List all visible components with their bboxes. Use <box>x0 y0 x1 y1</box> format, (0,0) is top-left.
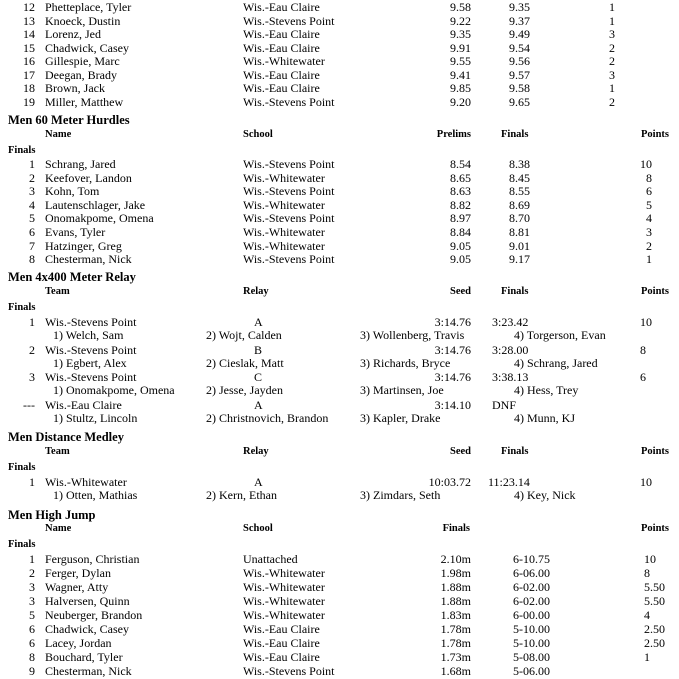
athlete-name: Knoeck, Dustin <box>45 13 121 28</box>
runner-2: 2) Cieslak, Matt <box>206 355 284 370</box>
header-points: Points <box>640 286 669 297</box>
runner-4: 4) Munn, KJ <box>514 410 576 425</box>
athlete-name: Neuberger, Brandon <box>45 608 143 622</box>
result-row <box>0 664 679 678</box>
header-points: Points <box>640 523 669 534</box>
event-title-text: Men 4x400 Meter Relay <box>8 270 136 284</box>
mark-metric: 1.73m <box>440 650 471 664</box>
mark-imperial: 6-00.00 <box>513 608 550 622</box>
points: 10 <box>640 157 652 171</box>
finals-time: 3:38.13 <box>492 370 529 384</box>
runner-3: 3) Martinsen, Joe <box>360 383 444 397</box>
mark-metric: 1.88m <box>440 580 471 594</box>
header-relay: Relay <box>243 446 269 457</box>
place: --- <box>23 397 35 412</box>
place: 1 <box>29 157 35 171</box>
school: Wis.-Eau Claire <box>243 650 320 664</box>
athlete-name: Brown, Jack <box>45 81 105 95</box>
header-name: Name <box>45 523 72 534</box>
athlete-name: Chesterman, Nick <box>45 664 132 678</box>
event-title-text: Men Distance Medley <box>8 430 124 444</box>
column-headers <box>0 522 679 536</box>
place: 9 <box>29 664 35 678</box>
header-school: School <box>243 129 273 140</box>
event-title-text: Men 60 Meter Hurdles <box>8 113 130 127</box>
prelims-time: 8.54 <box>450 157 471 171</box>
result-row <box>0 68 679 82</box>
athlete-name: Ferguson, Christian <box>45 552 140 566</box>
runner-2: 2) Christnovich, Brandon <box>206 410 329 425</box>
place: 13 <box>23 13 35 28</box>
header-prelims: Prelims <box>436 129 471 140</box>
relay-team-row <box>0 475 679 489</box>
mark-metric: 1.68m <box>440 664 471 678</box>
place: 2 <box>29 566 35 580</box>
points: 4 <box>644 608 650 622</box>
prelims-time: 9.58 <box>450 0 471 14</box>
school: Wis.-Eau Claire <box>243 40 320 55</box>
relay-team-row <box>0 398 679 412</box>
mark-imperial: 6-02.00 <box>513 594 550 608</box>
school: Wis.-Eau Claire <box>243 0 320 14</box>
runner-2: 2) Jesse, Jayden <box>206 383 283 397</box>
school: Wis.-Stevens Point <box>243 157 335 171</box>
runner-3: 3) Zimdars, Seth <box>360 488 441 502</box>
mark-imperial: 5-10.00 <box>513 636 550 650</box>
header-team: Team <box>45 446 70 457</box>
finals-time: 9.35 <box>509 0 530 14</box>
finals-time: DNF <box>492 397 517 412</box>
place: 4 <box>29 197 35 212</box>
place: 3 <box>29 594 35 608</box>
relay-letter: A <box>254 397 263 412</box>
athlete-name: Kohn, Tom <box>45 184 100 199</box>
prelims-time: 9.55 <box>450 54 471 68</box>
finals-time: 11:23.14 <box>488 475 530 489</box>
heat: 3 <box>609 27 615 41</box>
runner-1: 1) Welch, Sam <box>53 328 124 342</box>
relay-letter: A <box>254 315 263 329</box>
result-row <box>0 580 679 594</box>
result-row <box>0 0 679 14</box>
athlete-name: Lautenschlager, Jake <box>45 197 146 212</box>
prelims-time: 8.82 <box>450 197 471 212</box>
relay-members-row <box>0 328 679 342</box>
place: 2 <box>29 342 35 357</box>
place: 18 <box>23 81 35 95</box>
column-headers <box>0 445 679 459</box>
mark-metric: 1.88m <box>440 594 471 608</box>
finals-time: 9.57 <box>509 67 530 82</box>
finals-time: 9.49 <box>509 27 530 41</box>
place: 1 <box>29 315 35 329</box>
mark-imperial: 5-06.00 <box>513 664 550 678</box>
runner-3: 3) Kapler, Drake <box>360 410 441 425</box>
school: Wis.-Whitewater <box>243 225 325 239</box>
school: Wis.-Whitewater <box>243 54 325 68</box>
finals-time: 9.58 <box>509 81 530 95</box>
athlete-name: Miller, Matthew <box>45 94 124 109</box>
result-row <box>0 552 679 566</box>
points: 8 <box>640 342 646 357</box>
finals-time: 9.01 <box>509 238 530 253</box>
place: 5 <box>29 211 35 226</box>
header-relay: Relay <box>243 286 269 297</box>
school: Wis.-Whitewater <box>243 566 325 580</box>
prelims-time: 9.41 <box>450 67 471 82</box>
relay-team-row <box>0 370 679 384</box>
place: 8 <box>29 252 35 267</box>
heat: 1 <box>609 13 615 28</box>
event-title <box>0 508 679 522</box>
result-row <box>0 184 679 198</box>
school: Wis.-Stevens Point <box>243 13 335 28</box>
result-row <box>0 239 679 253</box>
athlete-name: Keefover, Landon <box>45 170 132 185</box>
event-title <box>0 270 679 284</box>
finals-time: 9.65 <box>509 94 530 109</box>
mark-imperial: 6-06.00 <box>513 566 550 580</box>
points: 1 <box>646 252 652 267</box>
seed-time: 3:14.76 <box>434 370 471 384</box>
runner-3: 3) Richards, Bryce <box>360 355 451 370</box>
finals-time: 8.69 <box>509 197 530 212</box>
runner-3: 3) Wollenberg, Travis <box>360 328 465 342</box>
points: 8 <box>646 170 652 185</box>
heat: 1 <box>609 0 615 14</box>
points: 8 <box>644 566 650 580</box>
result-row <box>0 41 679 55</box>
heat: 2 <box>609 94 615 109</box>
finals-label-text: Finals <box>8 302 36 313</box>
athlete-name: Gillespie, Marc <box>45 54 120 68</box>
runner-1: 1) Otten, Mathias <box>53 488 138 502</box>
place: 1 <box>29 475 35 489</box>
prelims-time: 8.84 <box>450 225 471 239</box>
school: Unattached <box>243 552 298 566</box>
header-points: Points <box>640 129 669 140</box>
column-headers <box>0 128 679 142</box>
result-row <box>0 81 679 95</box>
relay-members-row <box>0 356 679 370</box>
finals-time: 8.81 <box>509 225 530 239</box>
header-school: School <box>243 523 273 534</box>
points: 2.50 <box>644 622 665 636</box>
athlete-name: Chadwick, Casey <box>45 40 129 55</box>
seed-time: 3:14.76 <box>434 342 471 357</box>
header-finals: Finals <box>501 129 529 140</box>
school: Wis.-Whitewater <box>243 608 325 622</box>
school: Wis.-Eau Claire <box>243 636 320 650</box>
result-row <box>0 211 679 225</box>
place: 5 <box>29 608 35 622</box>
mark-metric: 1.78m <box>440 622 471 636</box>
result-row <box>0 636 679 650</box>
result-row <box>0 594 679 608</box>
athlete-name: Lacey, Jordan <box>45 636 112 650</box>
heat: 2 <box>609 54 615 68</box>
seed-time: 10:03.72 <box>428 475 471 489</box>
school: Wis.-Stevens Point <box>243 252 335 267</box>
column-headers <box>0 285 679 299</box>
result-row <box>0 95 679 109</box>
place: 6 <box>29 225 35 239</box>
mark-metric: 1.83m <box>440 608 471 622</box>
finals-time: 3:28.00 <box>492 342 529 357</box>
athlete-name: Hatzinger, Greg <box>45 238 122 253</box>
athlete-name: Schrang, Jared <box>45 157 116 171</box>
place: 3 <box>29 370 35 384</box>
mark-imperial: 5-10.00 <box>513 622 550 636</box>
athlete-name: Chesterman, Nick <box>45 252 132 267</box>
school: Wis.-Whitewater <box>243 594 325 608</box>
place: 6 <box>29 636 35 650</box>
place: 14 <box>23 27 35 41</box>
place: 3 <box>29 580 35 594</box>
points: 5.50 <box>644 580 665 594</box>
points: 10 <box>640 315 652 329</box>
mark-metric: 1.78m <box>440 636 471 650</box>
seed-time: 3:14.10 <box>434 397 471 412</box>
event-title <box>0 113 679 127</box>
school: Wis.-Eau Claire <box>243 67 320 82</box>
points: 10 <box>640 475 652 489</box>
points: 4 <box>646 211 652 226</box>
finals-time: 8.38 <box>509 157 530 171</box>
prelims-time: 9.35 <box>450 27 471 41</box>
relay-members-row <box>0 383 679 397</box>
finals-label-text: Finals <box>8 539 36 550</box>
result-row <box>0 157 679 171</box>
prelims-time: 9.05 <box>450 252 471 267</box>
points: 3 <box>646 225 652 239</box>
points: 2.50 <box>644 636 665 650</box>
place: 16 <box>23 54 35 68</box>
place: 6 <box>29 622 35 636</box>
runner-1: 1) Egbert, Alex <box>53 355 127 370</box>
finals-label <box>0 461 679 475</box>
school: Wis.-Whitewater <box>243 197 325 212</box>
school: Wis.-Eau Claire <box>243 622 320 636</box>
place: 12 <box>23 0 35 14</box>
finals-label <box>0 538 679 552</box>
mark-imperial: 6-10.75 <box>513 552 550 566</box>
school: Wis.-Stevens Point <box>243 94 335 109</box>
points: 1 <box>644 650 650 664</box>
place: 7 <box>29 238 35 253</box>
relay-letter: C <box>254 370 263 384</box>
school: Wis.-Stevens Point <box>243 664 335 678</box>
header-team: Team <box>45 286 70 297</box>
finals-time: 3:23.42 <box>492 315 529 329</box>
header-finals: Finals <box>501 446 529 457</box>
finals-label <box>0 144 679 158</box>
finals-time: 9.37 <box>509 13 530 28</box>
prelims-time: 9.05 <box>450 238 471 253</box>
place: 3 <box>29 184 35 199</box>
athlete-name: Wagner, Atty <box>45 580 109 594</box>
place: 17 <box>23 67 35 82</box>
finals-label-text: Finals <box>8 145 36 156</box>
header-finals: Finals <box>501 286 529 297</box>
result-row <box>0 198 679 212</box>
runner-1: 1) Onomakpome, Omena <box>53 383 175 397</box>
result-row <box>0 252 679 266</box>
points: 6 <box>646 184 652 199</box>
heat: 2 <box>609 40 615 55</box>
runner-4: 4) Torgerson, Evan <box>514 328 606 342</box>
event-title <box>0 430 679 444</box>
place: 19 <box>23 94 35 109</box>
finals-time: 9.56 <box>509 54 530 68</box>
finals-time: 8.45 <box>509 170 530 185</box>
prelims-time: 9.85 <box>450 81 471 95</box>
relay-team-row <box>0 315 679 329</box>
relay-letter: A <box>254 475 263 489</box>
event-title-text: Men High Jump <box>8 508 96 522</box>
athlete-name: Deegan, Brady <box>45 67 117 82</box>
prelims-time: 8.97 <box>450 211 471 226</box>
athlete-name: Evans, Tyler <box>45 225 106 239</box>
header-seed: Seed <box>450 286 471 297</box>
points: 5 <box>646 197 652 212</box>
finals-time: 9.17 <box>509 252 530 267</box>
relay-team-row <box>0 343 679 357</box>
result-row <box>0 54 679 68</box>
athlete-name: Lorenz, Jed <box>45 27 101 41</box>
school: Wis.-Stevens Point <box>243 211 335 226</box>
athlete-name: Phetteplace, Tyler <box>45 0 132 14</box>
finals-label-text: Finals <box>8 462 36 473</box>
finals-label <box>0 301 679 315</box>
relay-members-row <box>0 488 679 502</box>
runner-4: 4) Hess, Trey <box>514 383 579 397</box>
school: Wis.-Eau Claire <box>243 27 320 41</box>
prelims-time: 9.91 <box>450 40 471 55</box>
school: Wis.-Eau Claire <box>243 81 320 95</box>
place: 8 <box>29 650 35 664</box>
header-seed: Seed <box>450 446 471 457</box>
points: 6 <box>640 370 646 384</box>
result-row <box>0 225 679 239</box>
athlete-name: Bouchard, Tyler <box>45 650 123 664</box>
prelims-time: 8.63 <box>450 184 471 199</box>
school: Wis.-Whitewater <box>243 238 325 253</box>
prelims-time: 8.65 <box>450 170 471 185</box>
points: 5.50 <box>644 594 665 608</box>
result-row <box>0 608 679 622</box>
prelims-time: 9.20 <box>450 94 471 109</box>
result-row <box>0 650 679 664</box>
school: Wis.-Whitewater <box>243 580 325 594</box>
heat: 3 <box>609 67 615 82</box>
result-row <box>0 566 679 580</box>
relay-members-row <box>0 411 679 425</box>
finals-time: 8.55 <box>509 184 530 199</box>
team-name: Wis.-Stevens Point <box>45 342 137 357</box>
result-row <box>0 171 679 185</box>
place: 2 <box>29 170 35 185</box>
runner-4: 4) Key, Nick <box>514 488 576 502</box>
finals-time: 8.70 <box>509 211 530 226</box>
result-row <box>0 14 679 28</box>
header-name: Name <box>45 129 72 140</box>
team-name: Wis.-Whitewater <box>45 475 127 489</box>
prelims-time: 9.22 <box>450 13 471 28</box>
athlete-name: Halversen, Quinn <box>45 594 130 608</box>
athlete-name: Onomakpome, Omena <box>45 211 154 226</box>
points: 10 <box>644 552 656 566</box>
place: 15 <box>23 40 35 55</box>
school: Wis.-Whitewater <box>243 170 325 185</box>
runner-2: 2) Kern, Ethan <box>206 488 277 502</box>
mark-metric: 1.98m <box>440 566 471 580</box>
runner-2: 2) Wojt, Calden <box>206 328 282 342</box>
seed-time: 3:14.76 <box>434 315 471 329</box>
result-row <box>0 27 679 41</box>
result-row <box>0 622 679 636</box>
relay-letter: B <box>254 342 263 357</box>
mark-imperial: 5-08.00 <box>513 650 550 664</box>
team-name: Wis.-Eau Claire <box>45 397 122 412</box>
athlete-name: Chadwick, Casey <box>45 622 129 636</box>
runner-1: 1) Stultz, Lincoln <box>53 410 138 425</box>
team-name: Wis.-Stevens Point <box>45 315 137 329</box>
place: 1 <box>29 552 35 566</box>
athlete-name: Ferger, Dylan <box>45 566 111 580</box>
runner-4: 4) Schrang, Jared <box>514 355 598 370</box>
points: 2 <box>646 238 652 253</box>
header-points: Points <box>640 446 669 457</box>
school: Wis.-Stevens Point <box>243 184 335 199</box>
heat: 1 <box>609 81 615 95</box>
header-finals: Finals <box>442 523 470 534</box>
finals-time: 9.54 <box>509 40 530 55</box>
mark-imperial: 6-02.00 <box>513 580 550 594</box>
team-name: Wis.-Stevens Point <box>45 370 137 384</box>
mark-metric: 2.10m <box>440 552 471 566</box>
